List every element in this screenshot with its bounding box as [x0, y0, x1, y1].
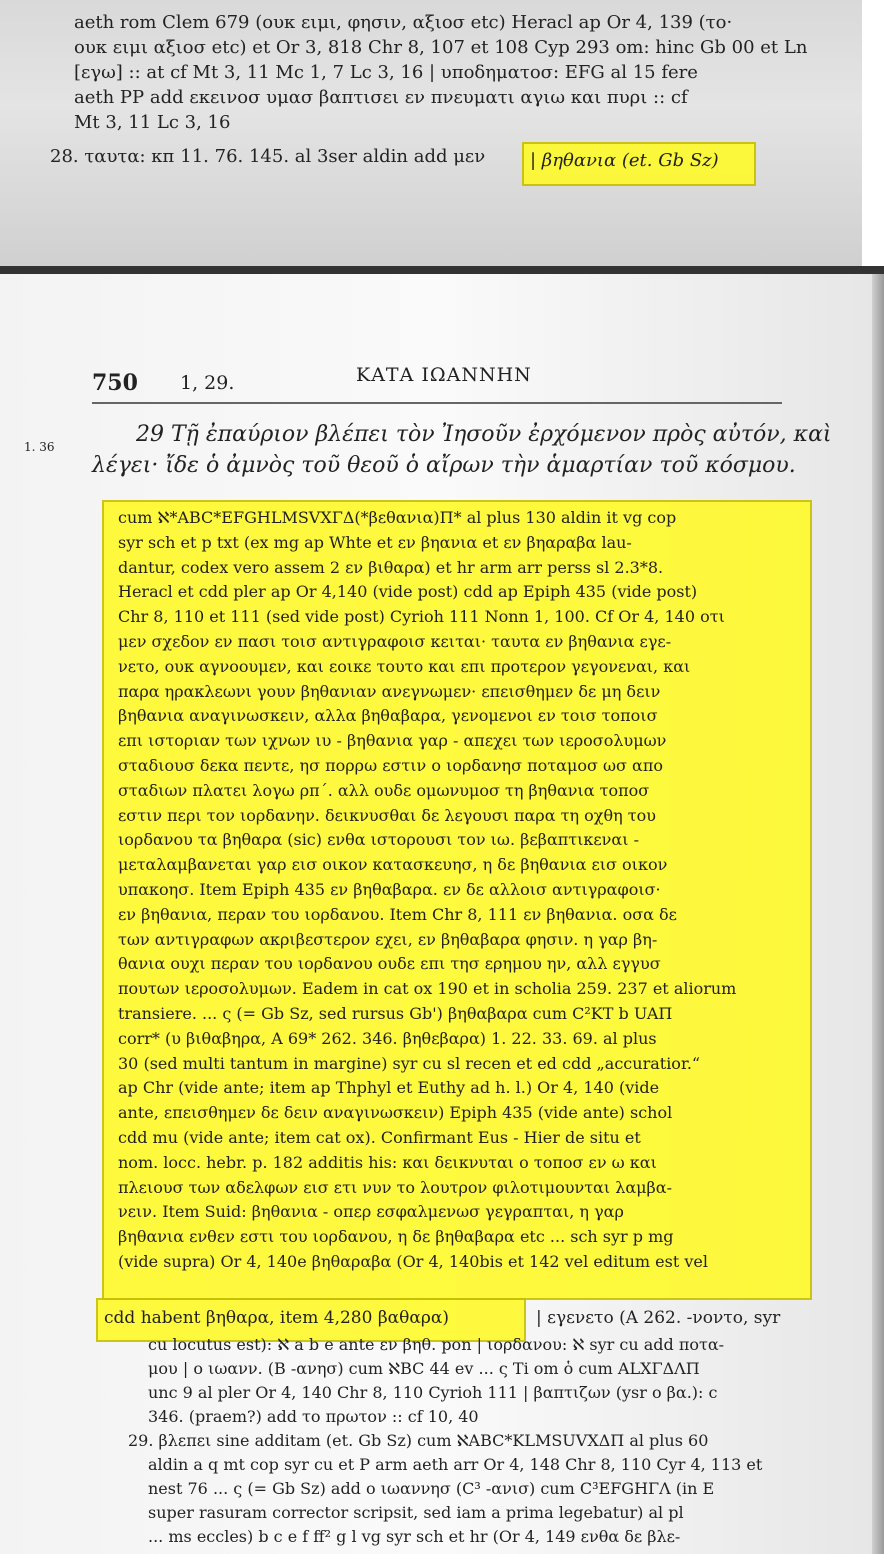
- apparatus-rest-line: 29. βλεπει sine additam (et. Gb Sz) cum ℵABC*KLMSUVXΔΠ al plus 60: [128, 1431, 709, 1450]
- apparatus-line: cdd mu (vide ante; item cat ox). Confirmant Eus - Hier de situ et: [118, 1128, 641, 1147]
- apparatus-rest-line: ... ms eccles) b c e f ff² g l vg syr sch et hr (Or 4, 149 ενθα δε βλε-: [148, 1527, 681, 1546]
- note-28-highlight: | βηθανια (et. Gb Sz): [530, 150, 719, 171]
- screenshot-divider: [0, 266, 884, 274]
- margin-ref: 1. 36: [24, 440, 55, 454]
- apparatus-rest-line: super rasuram corrector scripsit, sed iam a prima legebatur) al pl: [148, 1503, 684, 1522]
- apparatus-rest-line: unc 9 al pler Or 4, 140 Chr 8, 110 Cyrioh 111 | βαπτιζων (ysr o βα.): c: [148, 1383, 718, 1402]
- apparatus-line: βηθανια ενθεν εστι του ιορδανου, η δε βηθαβαρα etc ... sch syr p mg: [118, 1227, 674, 1247]
- apparatus-line: 30 (sed multi tantum in margine) syr cu sl recen et ed cdd „accuratior.“: [118, 1053, 701, 1073]
- apparatus-line: ap Chr (vide ante; item ap Thphyl et Euthy ad h. l.) Or 4, 140 (vide: [118, 1078, 660, 1098]
- apparatus-line: εστιν περι τον ιορδανην. δεικνυσθαι δε λεγουσι παρα τη οχθη του: [118, 805, 656, 825]
- apparatus-tail-suffix: | εγενετο (A 262. -νοντο, syr: [536, 1308, 781, 1328]
- apparatus-line: βηθανια αναγινωσκειν, αλλα βηθαβαρα, γενομενοι εν τοισ τοποισ: [118, 706, 658, 726]
- apparatus-line: dantur, codex vero assem 2 εν βιθαρα) et hr arm arr perss sl 2.3*8.: [118, 557, 664, 577]
- apparatus-line: υπακοησ. Item Epiph 435 εν βηθαβαρα. εν δε αλλοισ αντιγραφοισ·: [118, 880, 661, 899]
- top-line: Mt 3, 11 Lc 3, 16: [74, 112, 231, 133]
- apparatus-line: μεταλαμβανεται γαρ εισ οικον κατασκευησ, η δε βηθανια εισ οικον: [118, 855, 668, 875]
- apparatus-rest-line: 346. (praem?) add το πρωτον :: cf 10, 40: [148, 1407, 479, 1426]
- apparatus-line: Heracl et cdd pler ap Or 4,140 (vide post) cdd ap Epiph 435 (vide post): [118, 582, 698, 602]
- apparatus-line: νειν. Item Suid: βηθανια - οπερ εσφαλμενωσ γεγραπται, η γαρ: [118, 1202, 624, 1222]
- apparatus-line: σταδιων πλατει λογω ρπ΄. αλλ ουδε ομωνυμοσ τη βηθανια τοποσ: [118, 780, 650, 800]
- top-line: aeth PP add εκεινοσ υμασ βαπτισει εν πνευματι αγιω και πυρι :: cf: [74, 87, 688, 108]
- apparatus-line: ante, επεισθημεν δε δειν αναγινωσκειν) Epiph 435 (vide ante) schol: [118, 1103, 673, 1123]
- note-28-prefix: 28. ταυτα: κп 11. 76. 145. al 3ser aldin add μεν: [50, 146, 486, 167]
- apparatus-rest-line: aldin a q mt cop syr cu et P arm aeth arr Or 4, 148 Chr 8, 110 Cyr 4, 113 et: [148, 1455, 763, 1474]
- apparatus-line: παρα ηρακλεωνι γουν βηθανιαν ανεγνωμεν· επεισθημεν δε μη δειν: [118, 681, 661, 701]
- apparatus-line: cum ℵ*ABC*EFGHLMSVXΓΔ(*βεθανια)Π* al plus 130 aldin it vg cop: [118, 508, 677, 527]
- page-edge-shadow: [872, 274, 884, 1554]
- apparatus-rest-line: cu locutus est): ℵ a b e ante εν βηθ. pon | ιορδανου: ℵ syr cu add ποτα-: [148, 1335, 725, 1354]
- header-rule: [92, 402, 782, 404]
- apparatus-line: εν βηθανια, περαν του ιορδανου. Item Chr 8, 111 εν βηθανια. οσα δε: [118, 904, 677, 924]
- apparatus-line: πουτων ιεροσολυμων. Eadem in cat ox 190 et in scholia 259. 237 et aliorum: [118, 979, 737, 999]
- apparatus-rest-line: μου | ο ιωανν. (B -ανησ) cum ℵBC 44 ev ... ς Ti om ὁ cum ALXΓΔΛΠ: [148, 1359, 700, 1378]
- apparatus-line: επι ιστοριαν των ιχνων ιυ - βηθανια γαρ - απεχει των ιεροσολυμων: [118, 731, 667, 751]
- top-line: aeth rom Clem 679 (ουκ ειμι, φησιν, αξιοσ etc) Heracl ap Or 4, 139 (το·: [74, 12, 733, 33]
- apparatus-line: nom. locc. hebr. p. 182 additis his: και δεικνυται ο τοποσ εν ω και: [118, 1152, 657, 1172]
- apparatus-line: θανια ουχι περαν του ιορδανου ουδε επι τησ ερημου ην, αλλ εγγυσ: [118, 954, 661, 974]
- apparatus-line: transiere. ... ς (= Gb Sz, sed rursus Gb') βηθαβαρα cum C²KT b UAΠ: [118, 1004, 673, 1023]
- apparatus-line: (vide supra) Or 4, 140e βηθαραβα (Or 4, 140bis et 142 vel editum est vel: [118, 1252, 708, 1271]
- apparatus-line: σταδιουσ δεκα πεντε, ησ πορρω εστιν ο ιορδανησ ποταμοσ ωσ απο: [118, 756, 663, 775]
- running-title: ΚΑΤΑ ΙΩΑΝΝΗΝ: [356, 364, 532, 386]
- chapter-verse-ref: 1, 29.: [180, 372, 235, 394]
- apparatus-line: syr sch et p txt (ex mg ap Whte et εν βηανια et εν βηαραβα lau-: [118, 532, 632, 552]
- apparatus-line: ιορδανου τα βηθαρα (sic) ενθα ιστορουσι τον ιω. βεβαπτικεναι -: [118, 830, 639, 850]
- apparatus-rest-line: nest 76 ... ς (= Gb Sz) add ο ιωαννησ (C³ -ανισ) cum C³EFGHΓΛ (in E: [148, 1479, 715, 1498]
- apparatus-line: Chr 8, 110 et 111 (sed vide post) Cyrioh 111 Nonn 1, 100. Cf Or 4, 140 οτι: [118, 607, 725, 627]
- apparatus-line: πλειουσ των αδελφων εισ ετι νυν το λουτρον φιλοτιμουνται λαμβα-: [118, 1177, 673, 1197]
- apparatus-line: νετο, ουκ αγνοουμεν, και εοικε τουτο και επι προτερον γεγονεναι, και: [118, 656, 691, 676]
- top-line: ουκ ειμι αξιοσ etc) et Or 3, 818 Chr 8, 107 et 108 Cyp 293 om: hinc Gb 00 et Ln: [74, 37, 808, 58]
- apparatus-line: των αντιγραφων ακριβεστερον εχει, εν βηθαβαρα φησιν. η γαρ βη-: [118, 929, 658, 949]
- apparatus-line: μεν σχεδον εν πασι τοισ αντιγραφοισ κειται· ταυτα εν βηθανια εγε-: [118, 632, 672, 651]
- apparatus-highlight-tail: cdd habent βηθαρα, item 4,280 βαθαρα): [104, 1308, 449, 1328]
- verse-line-2: λέγει· ἴδε ὁ ἀμνὸς τοῦ θεοῦ ὁ αἴρων τὴν ἁμαρτίαν τοῦ κόσμου.: [92, 453, 796, 478]
- verse-line-1: 29 Τῇ ἐπαύριον βλέπει τὸν Ἰησοῦν ἐρχόμενον πρὸς αὐτόν, καὶ: [136, 422, 832, 447]
- top-line: [εγω] :: at cf Mt 3, 11 Mc 1, 7 Lc 3, 16 | υποδηματοσ: EFG al 15 fere: [74, 62, 698, 83]
- apparatus-line: corr* (υ βιθαβηρα, A 69* 262. 346. βηθεβαρα) 1. 22. 33. 69. al plus: [118, 1028, 657, 1048]
- page-number: 750: [92, 370, 138, 396]
